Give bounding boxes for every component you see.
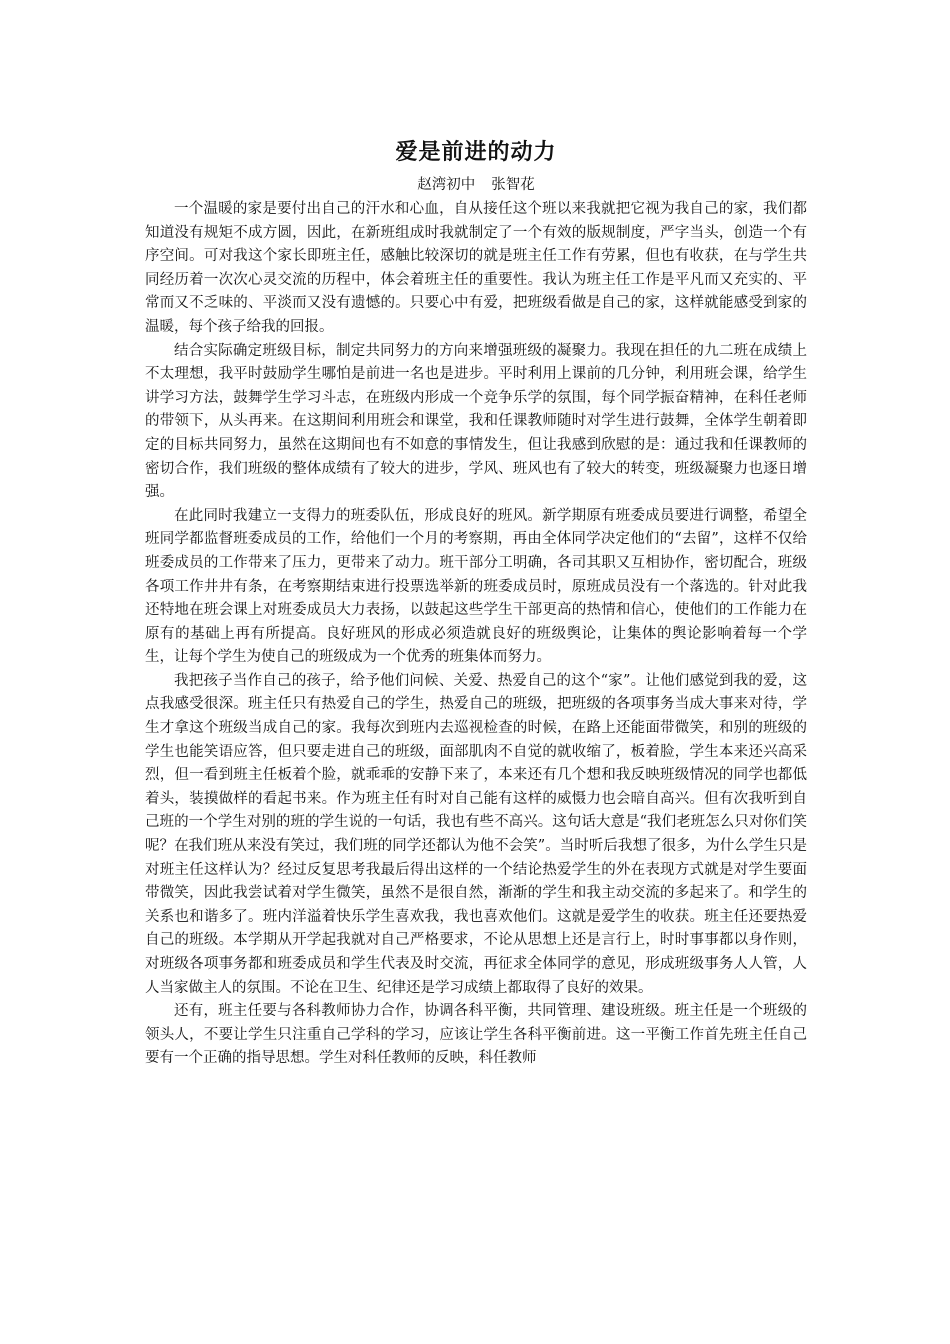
paragraph: 还有，班主任要与各科教师协力合作，协调各科平衡，共同管理、建设班级。班主任是一个班级的领头人，不要让学生只注重自己学科的学习，应该让学生各科平衡前进。这一平衡工作首先班主任自己要有一个正确的指导思想。学生对科任教师的反映，科任教师 [145, 1003, 807, 1067]
document-body [145, 136, 807, 1071]
paragraph: 在此同时我建立一支得力的班委队伍，形成良好的班风。新学期原有班委成员要进行调整，希望全班同学都监督班委成员的工作，给他们一个月的考察期，再由全体同学决定他们的“去留”，这样不仅给班委成员的工作带来了压力，更带来了动力。班干部分工明确，各司其职又互相协作，密切配合，班级各项工作井井有条，在考察期结束进行投票选举新的班委成员时，原班成员没有一个落选的。针对此我还特地在班会课上对班委成员大力表扬，以鼓起这些学生干部更高的热情和信心，使他们的工作能力在原有的基础上再有所提高。良好班风的形成必须造就良好的班级舆论，让集体的舆论影响着每一个学生，让每个学生为使自己的班级成为一个优秀的班集体而努力。 [145, 507, 807, 666]
author-line [145, 174, 807, 196]
document-title: 爱是前进的动力 [395, 139, 557, 165]
paragraph: 一个温暖的家是要付出自己的汗水和心血，自从接任这个班以来我就把它视为我自己的家，我们都知道没有规矩不成方圆，因此，在新班组成时我就制定了一个有效的版规制度，严字当头，创造一个有序空间。可对我这个家长即班主任，感触比较深切的就是班主任工作有劳累，但也有收获，在与学生共同经历着一次次心灵交流的历程中，体会着班主任的重要性。我认为班主任工作是平凡而又充实的、平常而又不乏味的、平淡而又没有遗憾的。只要心中有爱，把班级看做是自己的家，这样就能感受到家的温暖，每个孩子给我的回报。 [145, 201, 807, 335]
author-name: 张智花 [491, 177, 535, 193]
author-school: 赵湾初中 [417, 177, 476, 193]
paragraph: 结合实际确定班级目标，制定共同努力的方向来增强班级的凝聚力。我现在担任的九二班在成绩上不太理想，我平时鼓励学生哪怕是前进一名也是进步。平时利用上课前的几分钟，利用班会课，给学生讲学习方法，鼓舞学生学习斗志，在班级内形成一个竞争乐学的氛围，每个同学振奋精神，在科任老师的带领下，从头再来。在这期间利用班会和课堂，我和任课教师随时对学生进行鼓舞，全体学生朝着即定的目标共同努力，虽然在这期间也有不如意的事情发生，但让我感到欣慰的是：通过我和任课教师的密切合作，我们班级的整体成绩有了较大的进步，学风、班风也有了较大的转变，班级凝聚力也逐日增强。 [145, 342, 807, 501]
paragraph: 我把孩子当作自己的孩子，给予他们问候、关爱、热爱自己的这个“家”。让他们感觉到我的爱，这点我感受很深。班主任只有热爱自己的学生，热爱自己的班级，把班级的各项事务当成大事来对待，学生才拿这个班级当成自己的家。我每次到班内去巡视检查的时候，在路上还能面带微笑，和别的班级的学生也能笑语应答，但只要走进自己的班级，面部肌肉不自觉的就收缩了，板着脸，学生本来还兴高采烈，但一看到班主任板着个脸，就乖乖的安静下来了，本来还有几个想和我反映班级情况的同学也都低着头，装摸做样的看起书来。作为班主任有时对自己能有这样的威慑力也会暗自高兴。但有次我听到自己班的一个学生对别的班的学生说的一句话，我也有些不高兴。这句话大意是“我们老班怎么只对你们笑呢？在我们班从来没有笑过，我们班的同学还都认为他不会笑”。当时听后我想了很多，为什么学生只是对班主任这样认为？经过反复思考我最后得出这样的一个结论热爱学生的外在表现方式就是对学生要面带微笑，因此我尝试着对学生微笑，虽然不是很自然，渐渐的学生和我主动交流的多起来了。和学生的关系也和谐多了。班内洋溢着快乐学生喜欢我，我也喜欢他们。这就是爱学生的收获。班主任还要热爱自己的班级。本学期从开学起我就对自己严格要求，不论从思想上还是言行上，时时事事都以身作则，对班级各项事务都和班委成员和学生代表及时交流，再征求全体同学的意见，形成班级事务人人管，人人当家做主人的氛围。不论在卫生、纪律还是学习成绩上都取得了良好的效果。 [145, 672, 807, 996]
